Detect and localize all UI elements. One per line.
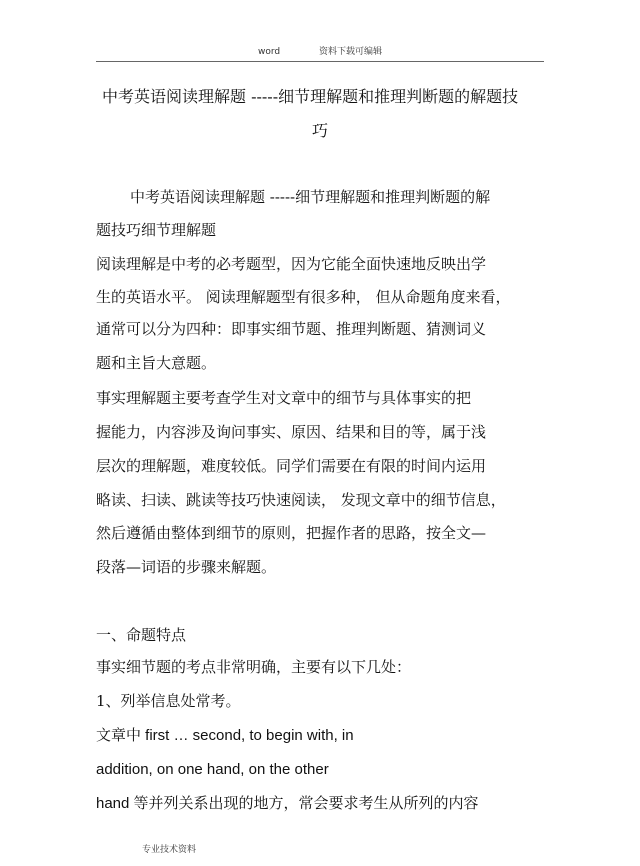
body-line: 握能力，内容涉及询问事实、原因、结果和目的等，属于浅: [96, 423, 487, 441]
header-left-text: word: [257, 47, 281, 57]
body-line: 段落—词语的步骤来解题。: [96, 558, 277, 576]
header-right-text: 资料下载可编辑: [318, 47, 382, 57]
header-divider: [96, 61, 544, 62]
body-line: hand 等并列关系出现的地方，常会要求考生从所列的内容: [96, 795, 479, 812]
body-line: 然后遵循由整体到细节的原则，把握作者的思路，按全文—: [96, 524, 487, 542]
body-line: 通常可以分为四种：即事实细节题、推理判断题、猜测词义: [96, 320, 487, 338]
body-line: 中考英语阅读理解题 -----细节理解题和推理判断题的解: [130, 188, 491, 206]
body-line: 事实理解题主要考查学生对文章中的细节与具体事实的把: [96, 389, 472, 407]
body-line: 略读、扫读、跳读等技巧快速阅读， 发现文章中的细节信息，: [96, 491, 506, 509]
document-title-line-2: 巧: [312, 121, 329, 140]
body-line: 生的英语水平。 阅读理解题型有很多种， 但从命题角度来看，: [96, 288, 511, 306]
page-footer: 专业技术资料: [142, 845, 197, 855]
body-line: 阅读理解是中考的必考题型，因为它能全面快速地反映出学: [96, 255, 487, 273]
body-line: addition, on one hand, on the other: [96, 761, 329, 778]
page-header: [0, 44, 640, 60]
body-line: 1、列举信息处常考。: [96, 692, 241, 710]
body-line: 层次的理解题，难度较低。同学们需要在有限的时间内运用: [96, 457, 487, 475]
section-heading: 一、命题特点: [96, 626, 187, 644]
body-line: 文章中 first … second, to begin with, in: [96, 727, 354, 744]
body-line: 事实细节题的考点非常明确，主要有以下几处：: [96, 658, 412, 676]
body-line: 题技巧细节理解题: [96, 221, 217, 239]
document-title-line-1: 中考英语阅读理解题 -----细节理解题和推理判断题的解题技: [102, 87, 519, 106]
body-line: 题和主旨大意题。: [96, 354, 217, 372]
